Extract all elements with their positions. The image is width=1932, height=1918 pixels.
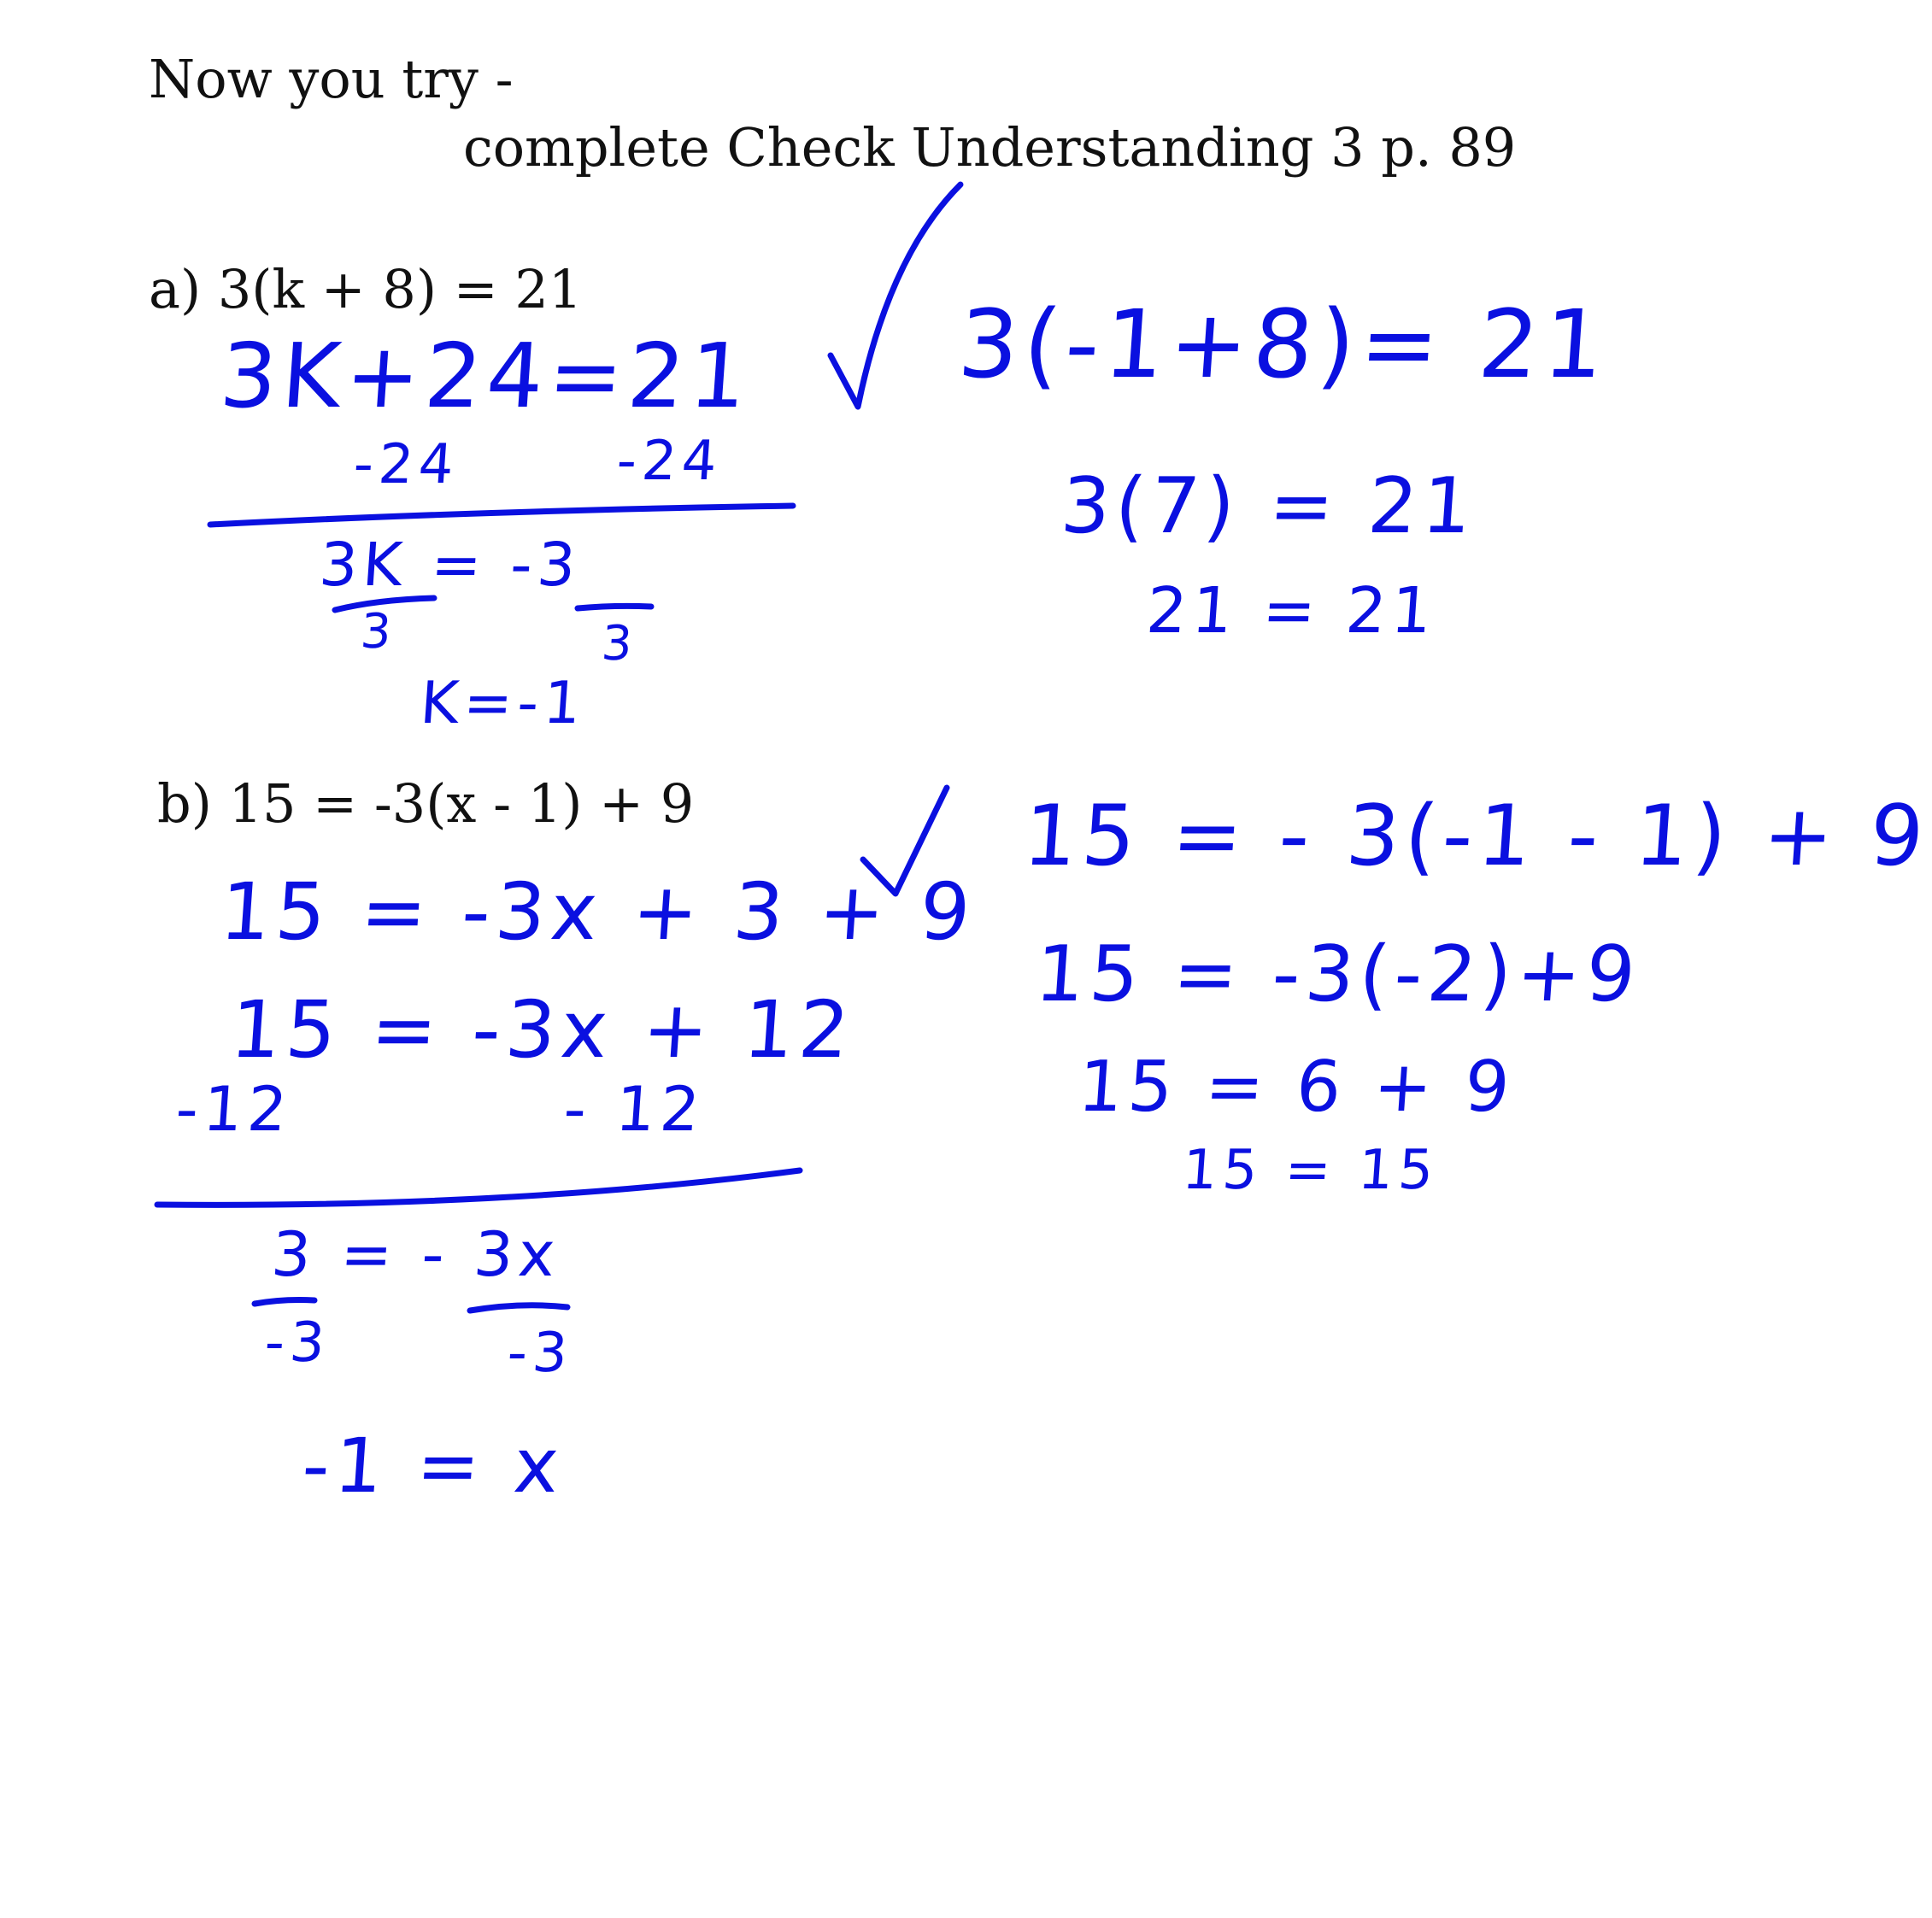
problem-a-label: a) 3(k + 8) = 21 xyxy=(149,258,583,320)
fraction-bar xyxy=(255,1300,314,1305)
handwritten-divisor: 3 xyxy=(599,616,639,672)
checkmark-icon xyxy=(863,788,947,894)
handwritten-step: - 12 xyxy=(561,1073,708,1145)
handwritten-step: -24 xyxy=(351,433,461,496)
problem-b-label: b) 15 = -3(x - 1) + 9 xyxy=(157,772,695,835)
assignment-instruction: complete Check Understanding 3 p. 89 xyxy=(463,116,1517,179)
handwritten-check-step: 15 = 15 xyxy=(1180,1139,1441,1202)
fraction-bar xyxy=(470,1305,567,1311)
handwritten-check-step: 3(7) = 21 xyxy=(1058,461,1480,551)
handwritten-check-step: 3(-1+8)= 21 xyxy=(954,290,1613,399)
page-title: Now you try - xyxy=(149,48,514,110)
handwritten-step: -12 xyxy=(173,1073,295,1145)
handwritten-step: 3K = -3 xyxy=(317,530,584,600)
handwritten-answer: -1 = x xyxy=(299,1422,567,1510)
fraction-bar xyxy=(578,606,651,608)
handwritten-divisor: -3 xyxy=(262,1311,332,1375)
handwritten-step: 15 = -3x + 12 xyxy=(227,984,858,1076)
handwritten-check-step: 15 = - 3(-1 - 1) + 9 xyxy=(1020,788,1932,885)
handwritten-step: 3 = - 3x xyxy=(269,1218,563,1290)
fraction-bar xyxy=(335,598,434,610)
handwritten-answer: K=-1 xyxy=(418,670,589,737)
division-line xyxy=(157,1170,800,1205)
handwritten-divisor: 3 xyxy=(358,604,398,660)
handwritten-check-step: 15 = -3(-2)+9 xyxy=(1032,930,1644,1019)
handwritten-divisor: -3 xyxy=(505,1322,575,1385)
handwritten-check-step: 21 = 21 xyxy=(1143,574,1440,648)
handwritten-check-step: 15 = 6 + 9 xyxy=(1075,1047,1518,1128)
division-line xyxy=(210,506,793,525)
handwritten-step: -24 xyxy=(614,430,725,493)
handwritten-step: 15 = -3x + 3 + 9 xyxy=(217,866,978,958)
handwritten-step: 3K+24=21 xyxy=(216,324,755,428)
checkmark-icon xyxy=(831,185,960,407)
